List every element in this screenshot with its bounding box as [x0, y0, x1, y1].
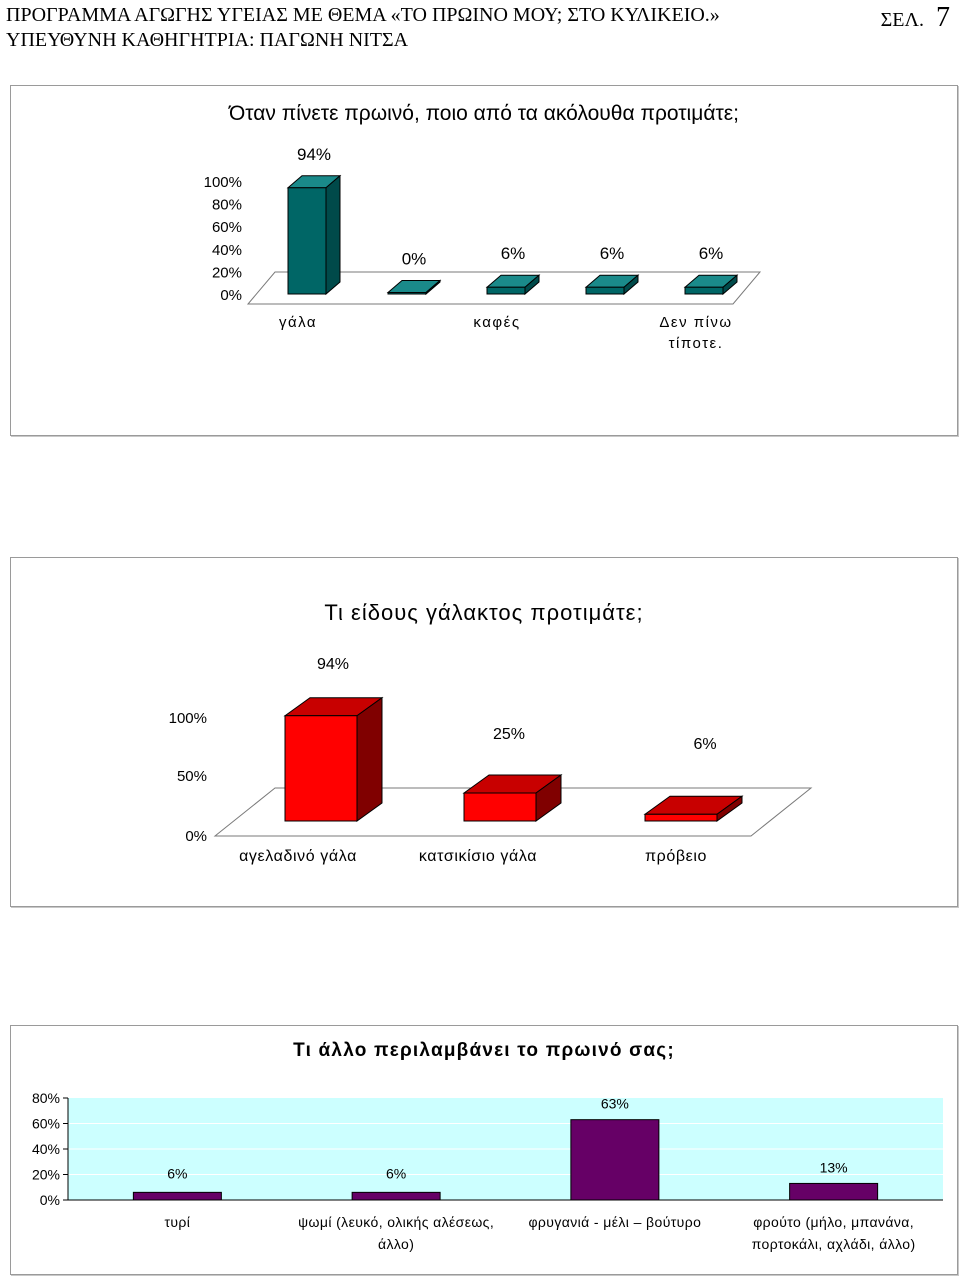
chart-title: Τι είδους γάλακτος προτιμάτε; — [324, 600, 644, 625]
data-label: 94% — [316, 656, 350, 673]
y-tick-label: 80% — [211, 196, 242, 214]
data-label: 25% — [492, 726, 526, 743]
header-title: ΠΡΟΓΡΑΜΜΑ ΑΓΩΓΗΣ ΥΓΕΙΑΣ ΜΕ ΘΕΜΑ «ΤΟ ΠΡΩΙΝΟ ΜΟΥ; ΣΤΟ ΚΥΛΙΚΕΙΟ.» — [6, 4, 720, 26]
page-label: ΣΕΛ. — [880, 9, 924, 31]
chart-breakfast-foods — [11, 1026, 957, 1274]
chart-milk-type — [11, 558, 957, 906]
category-label: φρούτο (μήλο, μπανάνα, — [753, 1214, 915, 1230]
chart-panel-milk-type — [10, 557, 958, 907]
category-label: καφές — [473, 314, 521, 331]
category-label: άλλο) — [377, 1236, 415, 1252]
bar — [285, 716, 357, 821]
bar — [790, 1183, 878, 1200]
y-tick-label: 60% — [31, 1115, 60, 1132]
bar — [571, 1120, 659, 1200]
data-label: 6% — [693, 736, 717, 753]
data-label: 0% — [401, 249, 427, 269]
y-tick-label: 40% — [211, 241, 242, 259]
bar — [586, 287, 624, 294]
chart-panel-breakfast-drink — [10, 85, 958, 436]
page-number: 7 — [936, 2, 950, 33]
y-tick-label: 0% — [185, 828, 207, 845]
category-label: φρυγανιά - μέλι – βούτυρο — [528, 1214, 702, 1230]
bar — [645, 814, 717, 821]
category-label: πρόβειο — [644, 848, 708, 865]
y-tick-label: 50% — [176, 768, 207, 785]
data-label: 6% — [698, 244, 724, 264]
data-label: 6% — [167, 1165, 188, 1182]
y-tick-label: 80% — [31, 1090, 60, 1106]
category-label: πορτοκάλι, αχλάδι, άλλο) — [751, 1236, 916, 1252]
bar — [288, 188, 326, 294]
category-label: τίποτε. — [668, 335, 724, 352]
bar-side — [326, 176, 340, 294]
bar — [464, 793, 536, 821]
header-teacher: ΥΠΕΥΘΥΝΗ ΚΑΘΗΓΗΤΡΙΑ: ΠΑΓΩΝΗ ΝΙΤΣΑ — [6, 29, 409, 51]
category-label: Δεν πίνω — [659, 314, 733, 331]
chart-breakfast-drink — [11, 86, 957, 435]
bar — [352, 1192, 440, 1200]
y-tick-label: 100% — [168, 710, 207, 727]
category-label: γάλα — [278, 314, 318, 331]
y-tick-label: 0% — [220, 287, 242, 304]
bar-side — [357, 698, 382, 821]
bar — [487, 287, 525, 294]
y-tick-label: 20% — [31, 1166, 60, 1183]
data-label: 6% — [386, 1165, 407, 1182]
category-label: ψωμί (λευκό, ολικής αλέσεως, — [298, 1214, 495, 1230]
data-label: 13% — [819, 1159, 848, 1176]
bar — [133, 1192, 221, 1200]
y-tick-label: 40% — [31, 1141, 60, 1157]
page-number-block — [881, 2, 950, 34]
bar — [685, 287, 723, 294]
y-tick-label: 0% — [39, 1192, 60, 1208]
data-label: 94% — [296, 144, 332, 164]
bar — [388, 293, 426, 295]
category-label: αγελαδινό γάλα — [239, 848, 357, 865]
category-label: κατσικίσιο γάλα — [418, 848, 538, 865]
chart-panel-breakfast-foods — [10, 1025, 958, 1275]
data-label: 6% — [599, 244, 625, 264]
y-tick-label: 100% — [203, 174, 242, 191]
y-tick-label: 60% — [211, 219, 242, 237]
data-label: 63% — [600, 1095, 629, 1112]
category-label: τυρί — [164, 1214, 191, 1230]
y-tick-label: 20% — [211, 264, 242, 282]
data-label: 6% — [500, 244, 526, 264]
chart-title: Όταν πίνετε πρωινό, ποιο από τα ακόλουθα προτιμάτε; — [229, 102, 739, 125]
chart-title: Τι άλλο περιλαμβάνει το πρωινό σας; — [293, 1040, 675, 1061]
